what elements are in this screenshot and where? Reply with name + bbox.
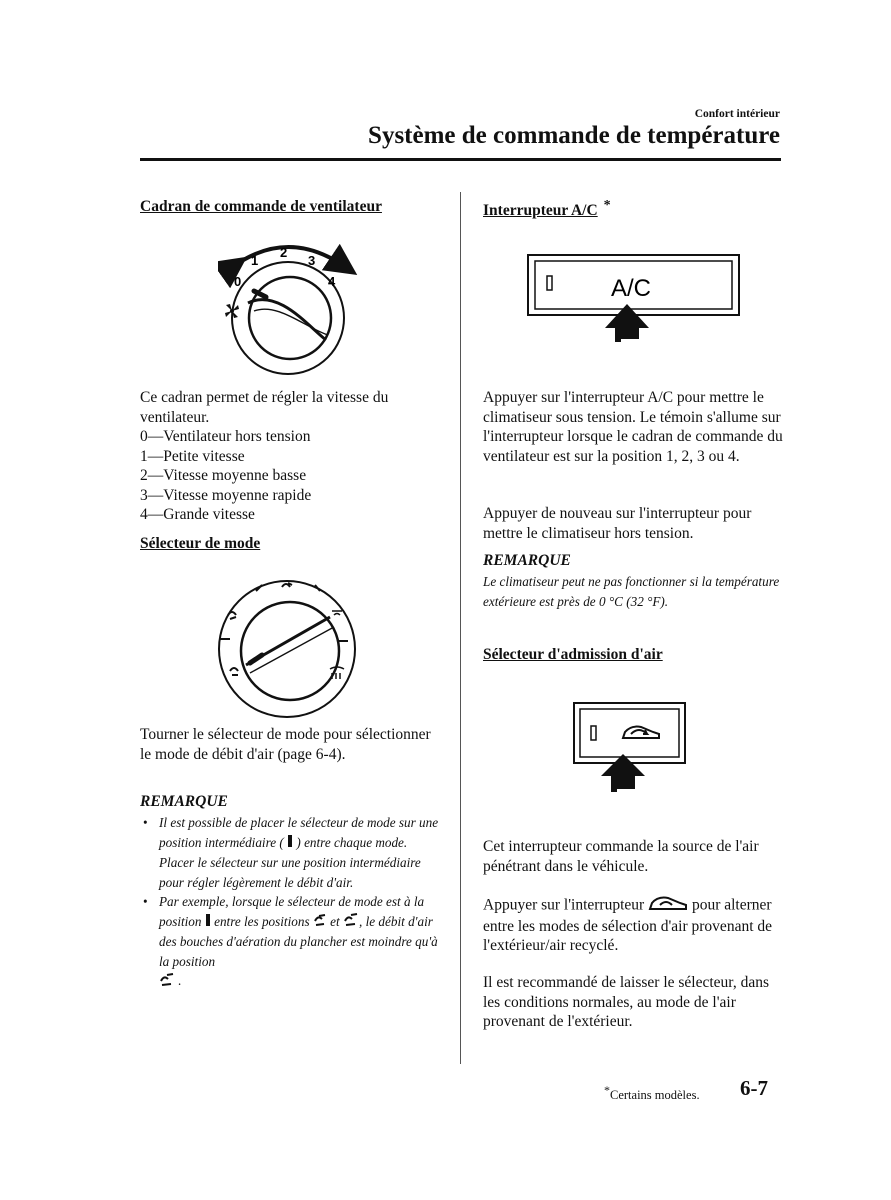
note-bullet: • Il est possible de placer le sélecteur de mode sur une position intermédiaire ( ) entre chaque mode. Placer le sélecteur sur une position intermédiaire pour régler légèrement le débit d'air. bbox=[143, 815, 439, 890]
ac-button-illustration bbox=[527, 254, 742, 354]
intake-text-3: Il est recommandé de laisser le sélecteur, dans les conditions normales, au mode de l'air provenant de l'extérieur. bbox=[483, 974, 770, 1030]
fan-speed-list bbox=[140, 427, 440, 525]
fan-dial-number: 3 bbox=[308, 253, 316, 268]
fan-speed-item: 4—Grande vitesse bbox=[140, 506, 255, 523]
intermediate-position-icon bbox=[287, 834, 293, 854]
air-intake-button[interactable] bbox=[580, 709, 679, 757]
fan-speed-item: 3—Vitesse moyenne rapide bbox=[140, 486, 312, 504]
air-intake-heading: Sélecteur d'admission d'air bbox=[483, 646, 663, 663]
right-note-text: Le climatiseur peut ne pas fonctionner si la température extérieure est près de 0 °C (32 °F). bbox=[483, 574, 780, 609]
ac-button-label: A/C bbox=[611, 275, 652, 302]
left-note-list bbox=[140, 813, 440, 992]
fan-intro-text: Ce cadran permet de régler la vitesse du ventilateur. bbox=[140, 389, 389, 426]
fan-dial-number: 4 bbox=[328, 274, 336, 289]
fan-dial-number: 0 bbox=[234, 274, 242, 289]
mode-selector-illustration bbox=[212, 573, 362, 723]
footnote: *Certains modèles. bbox=[604, 1083, 700, 1103]
page-title: Système de commande de température bbox=[368, 122, 780, 149]
ac-text-1: Appuyer sur l'interrupteur A/C pour mettre le climatiseur sous tension. Le témoin s'allume sur l'interrupteur lorsque le cadran de commande du ventilateur est sur la position 1, 2, 3 ou 4. bbox=[483, 389, 783, 465]
right-note-heading: REMARQUE bbox=[483, 552, 571, 569]
ac-text-2: Appuyer de nouveau sur l'interrupteur pour mettre le climatiseur hors tension. bbox=[483, 505, 752, 542]
page-number: 6-7 bbox=[740, 1076, 768, 1100]
fan-speed-item: 2—Vitesse moyenne basse bbox=[140, 467, 307, 484]
left-note-heading: REMARQUE bbox=[140, 793, 228, 810]
recirculation-icon bbox=[648, 895, 688, 917]
intake-text-2: Appuyer sur l'interrupteur pour alterner entre les modes de sélection d'air provenant de l'extérieur/air recyclé. bbox=[483, 896, 773, 954]
fan-dial-heading: Cadran de commande de ventilateur bbox=[140, 198, 382, 215]
face-feet-mode-icon bbox=[343, 913, 359, 933]
fan-speed-item: 1—Petite vitesse bbox=[140, 447, 245, 465]
fan-dial-number: 1 bbox=[251, 253, 259, 268]
feet-mode-icon bbox=[159, 973, 175, 993]
fan-dial-number: 2 bbox=[280, 245, 288, 260]
note-bullet: • Par exemple, lorsque le sélecteur de mode est à la position entre les positions et , le débit d'air des bouches d'aération du plancher est moindre qu'à la position . bbox=[140, 892, 440, 992]
feet-mode-icon bbox=[313, 913, 327, 933]
fan-speed-item: 0—Ventilateur hors tension bbox=[140, 428, 311, 445]
fan-dial-illustration bbox=[218, 236, 358, 376]
fan-dial-knob bbox=[249, 277, 331, 359]
air-intake-button-illustration bbox=[573, 702, 688, 798]
mode-selector-heading: Sélecteur de mode bbox=[140, 535, 261, 552]
intake-text-1: Cet interrupteur commande la source de l'air pénétrant dans le véhicule. bbox=[483, 838, 759, 875]
intermediate-position-icon bbox=[205, 913, 211, 933]
title-rule bbox=[140, 158, 781, 161]
ac-switch-heading: Interrupteur A/C * bbox=[483, 198, 611, 220]
ac-asterisk: * bbox=[603, 198, 611, 213]
section-label: Confort intérieur bbox=[694, 108, 780, 120]
column-divider bbox=[460, 192, 461, 1064]
mode-selector-text: Tourner le sélecteur de mode pour sélectionner le mode de débit d'air (page 6-4). bbox=[140, 726, 431, 763]
